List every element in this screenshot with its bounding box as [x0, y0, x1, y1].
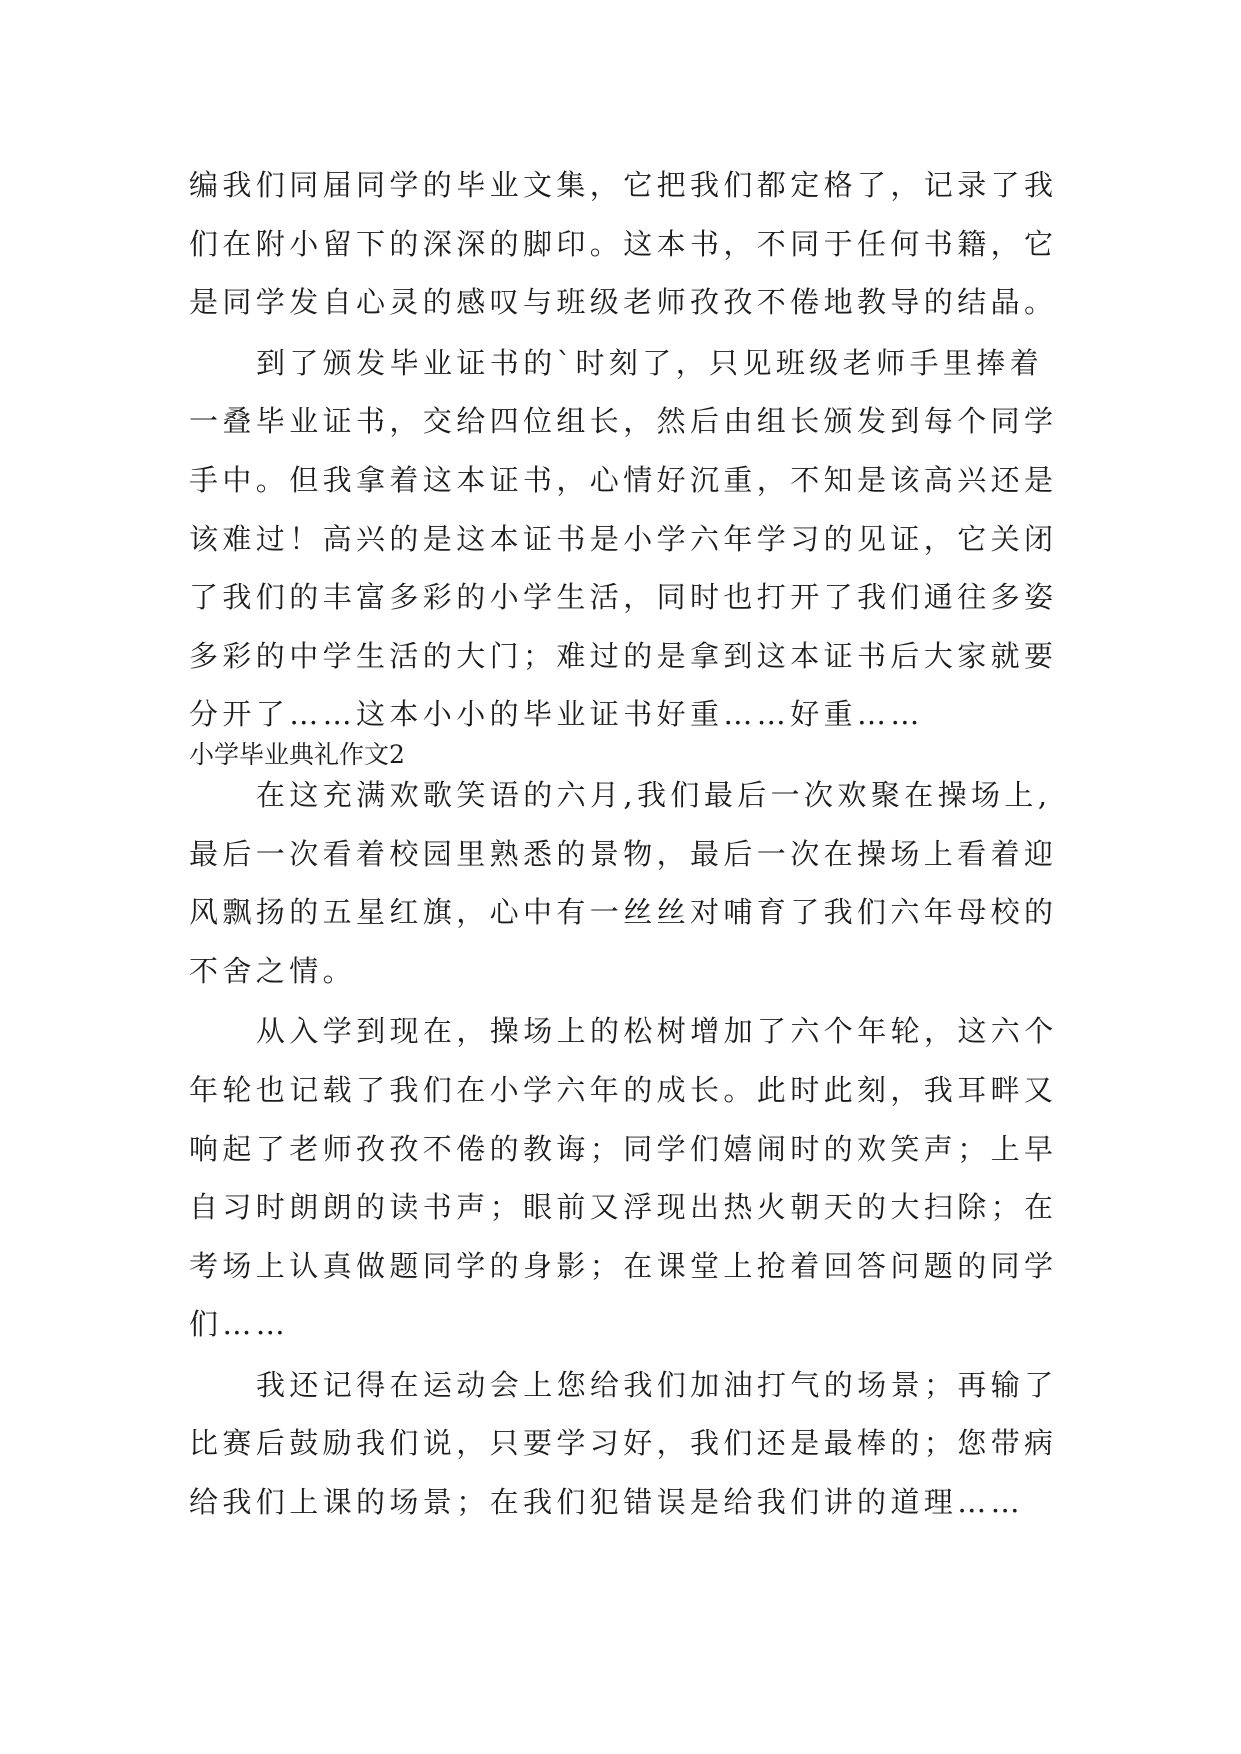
- text-line: 该难过！高兴的是这本证书是小学六年学习的见证，它关闭: [189, 521, 1058, 556]
- paragraph: [189, 156, 1089, 332]
- text-line: 响起了老师孜孜不倦的教诲；同学们嬉闹时的欢笑声；上早: [189, 1131, 1058, 1166]
- text-line: 编我们同届同学的毕业文集，它把我们都定格了，记录了我: [189, 168, 1058, 202]
- text-line: 了我们的丰富多彩的小学生活，同时也打开了我们通往多姿: [189, 580, 1058, 615]
- text-line: 给我们上课的场景；在我们犯错误是给我们讲的道理……: [189, 1485, 1025, 1520]
- paragraph: [189, 334, 1089, 744]
- text-line: 从入学到现在，操场上的松树增加了六个年轮，这六个: [256, 1014, 1058, 1049]
- text-line: 在这充满欢歌笑语的六月,我们最后一次欢聚在操场上,: [256, 777, 1052, 812]
- text-line: 考场上认真做题同学的身影；在课堂上抢着回答问题的同学: [189, 1248, 1058, 1283]
- text-line: 多彩的中学生活的大门；难过的是拿到这本证书后大家就要: [189, 638, 1058, 673]
- paragraph: [189, 1356, 1089, 1532]
- text-line: 比赛后鼓励我们说，只要学习好，我们还是最棒的；您带病: [189, 1426, 1058, 1461]
- text-line: 是同学发自心灵的感叹与班级老师孜孜不倦地教导的结晶。: [189, 285, 1058, 320]
- paragraph: [189, 1002, 1089, 1354]
- text-line: 到了颁发毕业证书的`时刻了，只见班级老师手里捧着: [256, 345, 1044, 380]
- paragraph: [189, 766, 1089, 1000]
- text-line: 自习时朗朗的读书声；眼前又浮现出热火朝天的大扫除；在: [189, 1190, 1058, 1225]
- text-line: 手中。但我拿着这本证书，心情好沉重，不知是该高兴还是: [189, 462, 1058, 497]
- text-line: 风飘扬的五星红旗，心中有一丝丝对哺育了我们六年母校的: [189, 895, 1058, 930]
- text-line: 我还记得在运动会上您给我们加油打气的场景；再输了: [256, 1367, 1058, 1402]
- text-line: 分开了……这本小小的毕业证书好重……好重……: [189, 697, 924, 732]
- text-line: 们……: [189, 1307, 290, 1342]
- text-line: 年轮也记载了我们在小学六年的成长。此时此刻，我耳畔又: [189, 1072, 1058, 1107]
- text-line: 们在附小留下的深深的脚印。这本书，不同于任何书籍，它: [189, 226, 1058, 261]
- text-line: 一叠毕业证书，交给四位组长，然后由组长颁发到每个同学: [189, 404, 1058, 439]
- text-line: 最后一次看着校园里熟悉的景物，最后一次在操场上看着迎: [189, 836, 1058, 871]
- text-line: 不舍之情。: [189, 953, 357, 988]
- document-body: [189, 156, 1089, 1532]
- section-title: 小学毕业典礼作文2: [189, 739, 405, 769]
